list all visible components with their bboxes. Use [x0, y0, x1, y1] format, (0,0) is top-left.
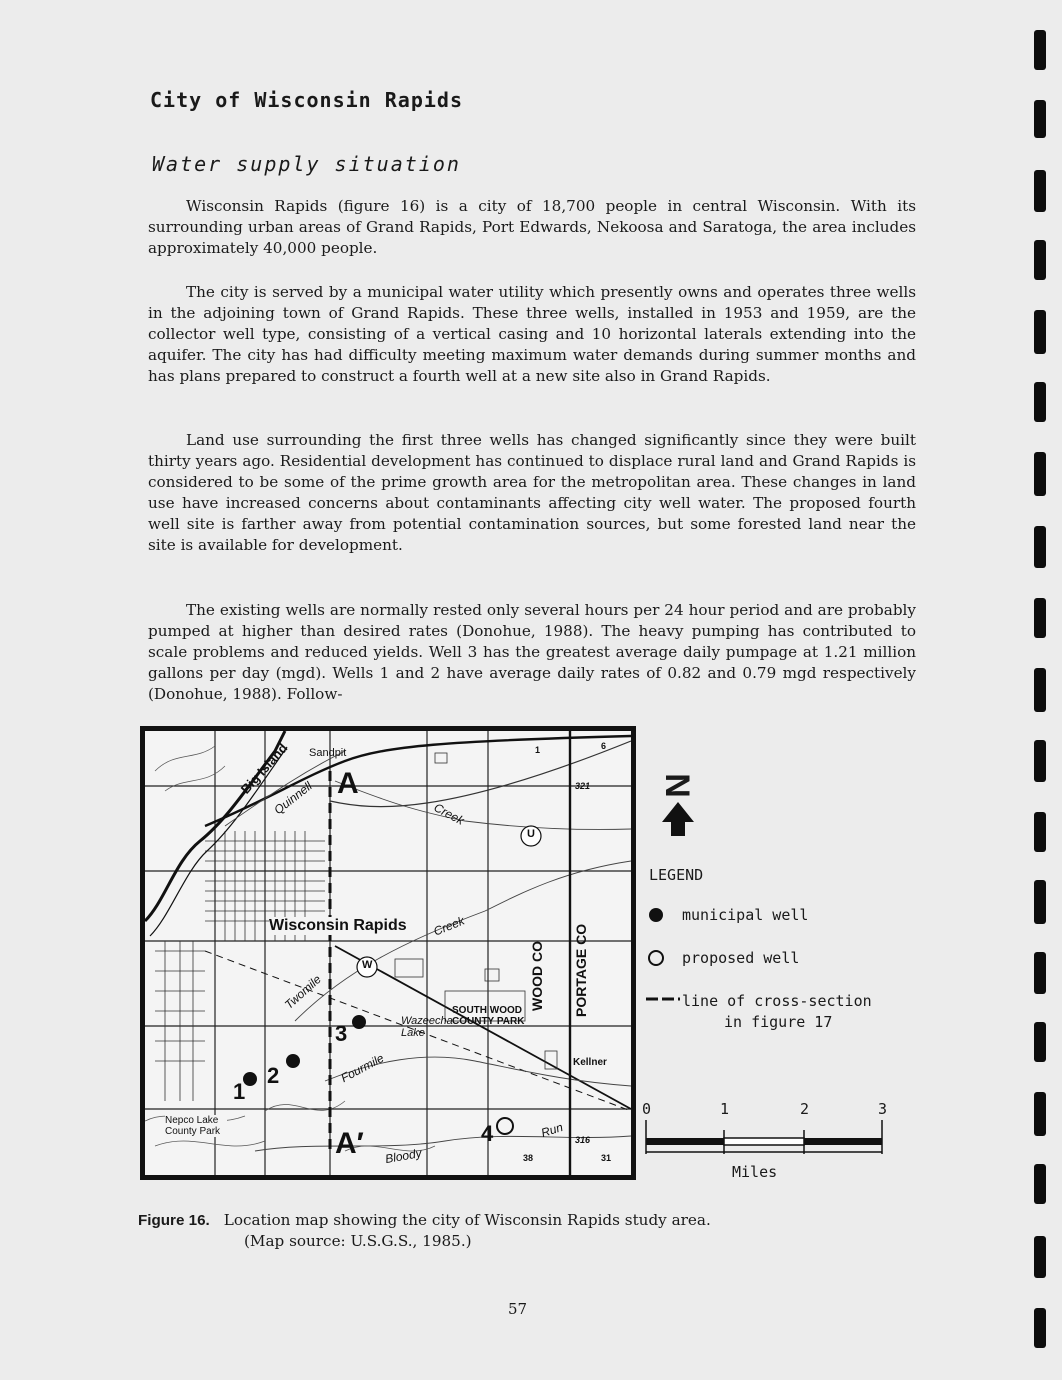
page-number: 57 [508, 1300, 528, 1318]
map-label-big-island: Big Island [237, 740, 291, 797]
highway-label-38: 38 [523, 1153, 534, 1163]
filled-circle-icon [646, 906, 676, 924]
subsection-heading: Water supply situation [152, 152, 461, 176]
legend-label-cross-section: line of cross-section [682, 992, 872, 1010]
route-marker-w: W [362, 959, 373, 971]
north-arrow [658, 770, 698, 840]
caption-text: Location map showing the city of Wisconsin Rapids study area. [223, 1211, 711, 1229]
scale-tick-3: 3 [878, 1100, 888, 1118]
map-label-twomile: Twomile [281, 972, 324, 1012]
section-heading: City of Wisconsin Rapids [150, 88, 463, 112]
well-label-2: 2 [267, 1063, 280, 1088]
north-label: N [657, 773, 696, 798]
legend-title: LEGEND [649, 866, 704, 884]
map-label-sandpit: Sandpit [309, 747, 347, 759]
map-label-portage-county: PORTAGE CO [573, 923, 589, 1017]
section-number-1: 1 [535, 745, 541, 755]
highway-label-321: 321 [575, 781, 591, 791]
map-label-quinnell: Quinnell [271, 778, 315, 818]
spiral-binding [1018, 0, 1048, 1380]
figure-caption [138, 1210, 858, 1252]
map-label-kellner: Kellner [573, 1057, 607, 1068]
map-label-city: Wisconsin Rapids [269, 917, 407, 934]
scale-unit-label: Miles [732, 1163, 778, 1181]
highway-label-316: 316 [575, 1135, 591, 1145]
legend-item-municipal-well [646, 906, 808, 924]
legend-item-cross-section [646, 991, 872, 1033]
paragraph-pumping: The existing wells are normally rested only several hours per 24 hour period and are probably pumped at higher than desired rates (Donohue, 1988). The heavy pumping has contributed to scale problems and reduced yields. Well 3 has the greatest average daily pumpage at 1.21 million gallons per day (mgd). Wells 1 and 2 have average daily rates of 0.82 and 0.79 mgd respectively (Donohue, 1988). Follow- [148, 601, 916, 703]
map-label-run: Run [539, 1119, 565, 1141]
legend-label-cross-section-figure: in figure 17 [724, 1013, 833, 1031]
map-label-south-wood-park: SOUTH WOOD COUNTY PARK [452, 1005, 525, 1027]
caption-source: (Map source: U.S.G.S., 1985.) [244, 1232, 472, 1250]
paragraph-utility: The city is served by a municipal water utility which presently owns and operates three wells in the adjoining town of Grand Rapids. These three wells, installed in 1953 and 1959, are the collector well type, consisting of a vertical casing and 10 horizontal laterals extending into the aquifer. The city has had difficulty meeting maximum water demands during summer months and has plans prepared to construct a fourth well at a new site also in Grand Rapids. [148, 283, 916, 385]
map-label-bloody: Bloody [384, 1145, 423, 1167]
section-number-6: 6 [601, 741, 607, 751]
section-number-31: 31 [601, 1153, 612, 1163]
section-label-a: A [337, 767, 359, 800]
dashed-line-icon [646, 991, 680, 1009]
paragraph-land-use: Land use surrounding the first three wells has changed significantly since they were built thirty years ago. Residential development has continued to displace rural land and Grand Rapids is considered to be some of the prime growth area for the metropolitan area. These changes in land use have increased concerns about contaminants affecting city well water. The proposed fourth well site is farther away from potential contamination sources, but some forested land near the site is available for development. [148, 431, 916, 554]
paragraph-population: Wisconsin Rapids (figure 16) is a city of 18,700 people in central Wisconsin. With its surrounding urban areas of Grand Rapids, Port Edwards, Nekoosa and Saratoga, the area includes approximately 40,000 people. [148, 197, 916, 257]
figure-label: Figure 16. [138, 1212, 210, 1229]
legend-item-proposed-well [646, 949, 799, 967]
well-label-3: 3 [335, 1021, 348, 1046]
section-label-a-prime: A′ [335, 1127, 364, 1160]
map-label-wood-county: WOOD CO [529, 941, 545, 1011]
well-label-1: 1 [233, 1079, 246, 1104]
scale-tick-2: 2 [800, 1100, 810, 1118]
legend-label-proposed-well: proposed well [682, 949, 800, 967]
map-label-nepco-park: Nepco Lake County Park [165, 1115, 227, 1137]
map-label-fourmile: Fourmile [338, 1050, 387, 1086]
location-map [140, 726, 636, 1180]
map-label-creek-central: Creek [431, 913, 467, 939]
scale-tick-1: 1 [720, 1100, 730, 1118]
map-label-creek-north: Creek [431, 800, 467, 828]
legend-label-municipal-well: municipal well [682, 906, 809, 924]
route-marker-u: U [527, 828, 535, 840]
map-drawing [145, 731, 631, 1175]
map-label-wazeecha-lake: Wazeecha Lake [401, 1015, 453, 1039]
scale-tick-0: 0 [642, 1100, 652, 1118]
well-label-4: 4 [481, 1121, 494, 1146]
open-circle-icon [646, 949, 676, 967]
